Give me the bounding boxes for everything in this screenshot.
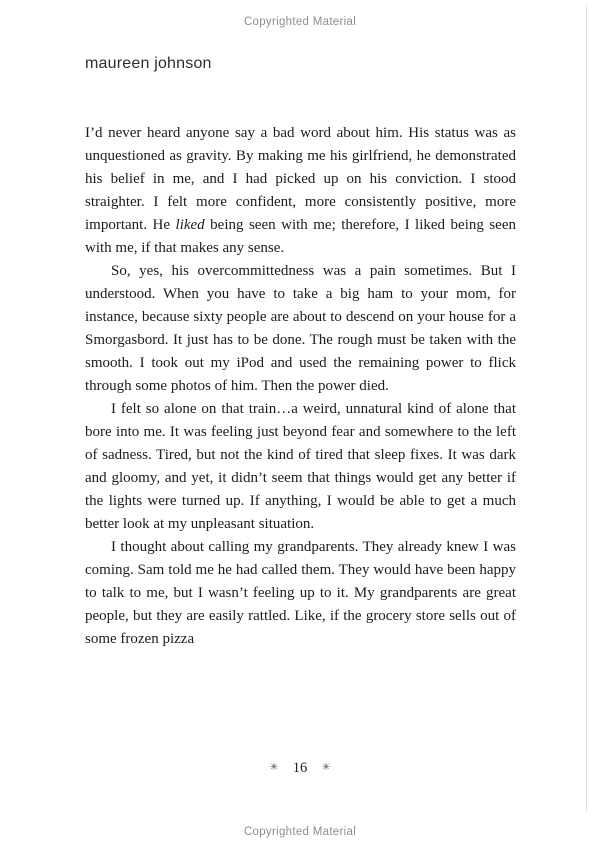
footer-ornament-left-icon: ✳ [269, 762, 279, 773]
paragraph [85, 398, 516, 536]
body-text [85, 122, 516, 651]
paragraph [85, 260, 516, 398]
copyright-notice-bottom: Copyrighted Material [243, 826, 357, 838]
page-edge [586, 6, 587, 812]
text-segment: I thought about calling my grandparents. They already knew I was coming. Sam told me he had called them. They would have been happy to talk to me, but I wasn’t feeling up to it. My grandparents are great people, but they are easily rattled. Like, if the grocery store sells out of some frozen pizza [85, 539, 516, 647]
paragraph [85, 122, 516, 260]
author-header: maureen johnson [85, 55, 212, 72]
emphasized-text: liked [175, 217, 205, 233]
text-segment: So, yes, his overcommittedness was a pain sometimes. But I understood. When you have to take a big ham to your mom, for instance, because sixty people are about to descend on your house for a Smorgasbord. It just has to be done. The rough must be taken with the smooth. I took out my iPod and used the remaining power to flick through some photos of him. Then the power died. [85, 263, 516, 394]
page-number: 16 [292, 760, 308, 776]
text-segment: being seen with me; therefore, I liked being seen with me, if that makes any sense. [85, 217, 516, 256]
text-segment: I’d never heard anyone say a bad word about him. His status was as unquestioned as gravity. By making me his girlfriend, he demonstrated his belief in me, and I had picked up on his conviction. I stood straighter. I felt more confident, more consistently positive, more important. He [85, 125, 516, 233]
copyright-notice-top: Copyrighted Material [243, 16, 357, 28]
page-footer [0, 760, 600, 777]
paragraph [85, 536, 516, 651]
footer-ornament-right-icon: ✳ [321, 762, 331, 773]
text-segment: I felt so alone on that train…a weird, unnatural kind of alone that bore into me. It was feeling just beyond fear and somewhere to the left of sadness. Tired, but not the kind of tired that sleep fixes. It was dark and gloomy, and yet, it didn’t seem that things would get any better if the lights were turned up. If anything, I would be able to get a much better look at my unpleasant situation. [85, 401, 516, 532]
